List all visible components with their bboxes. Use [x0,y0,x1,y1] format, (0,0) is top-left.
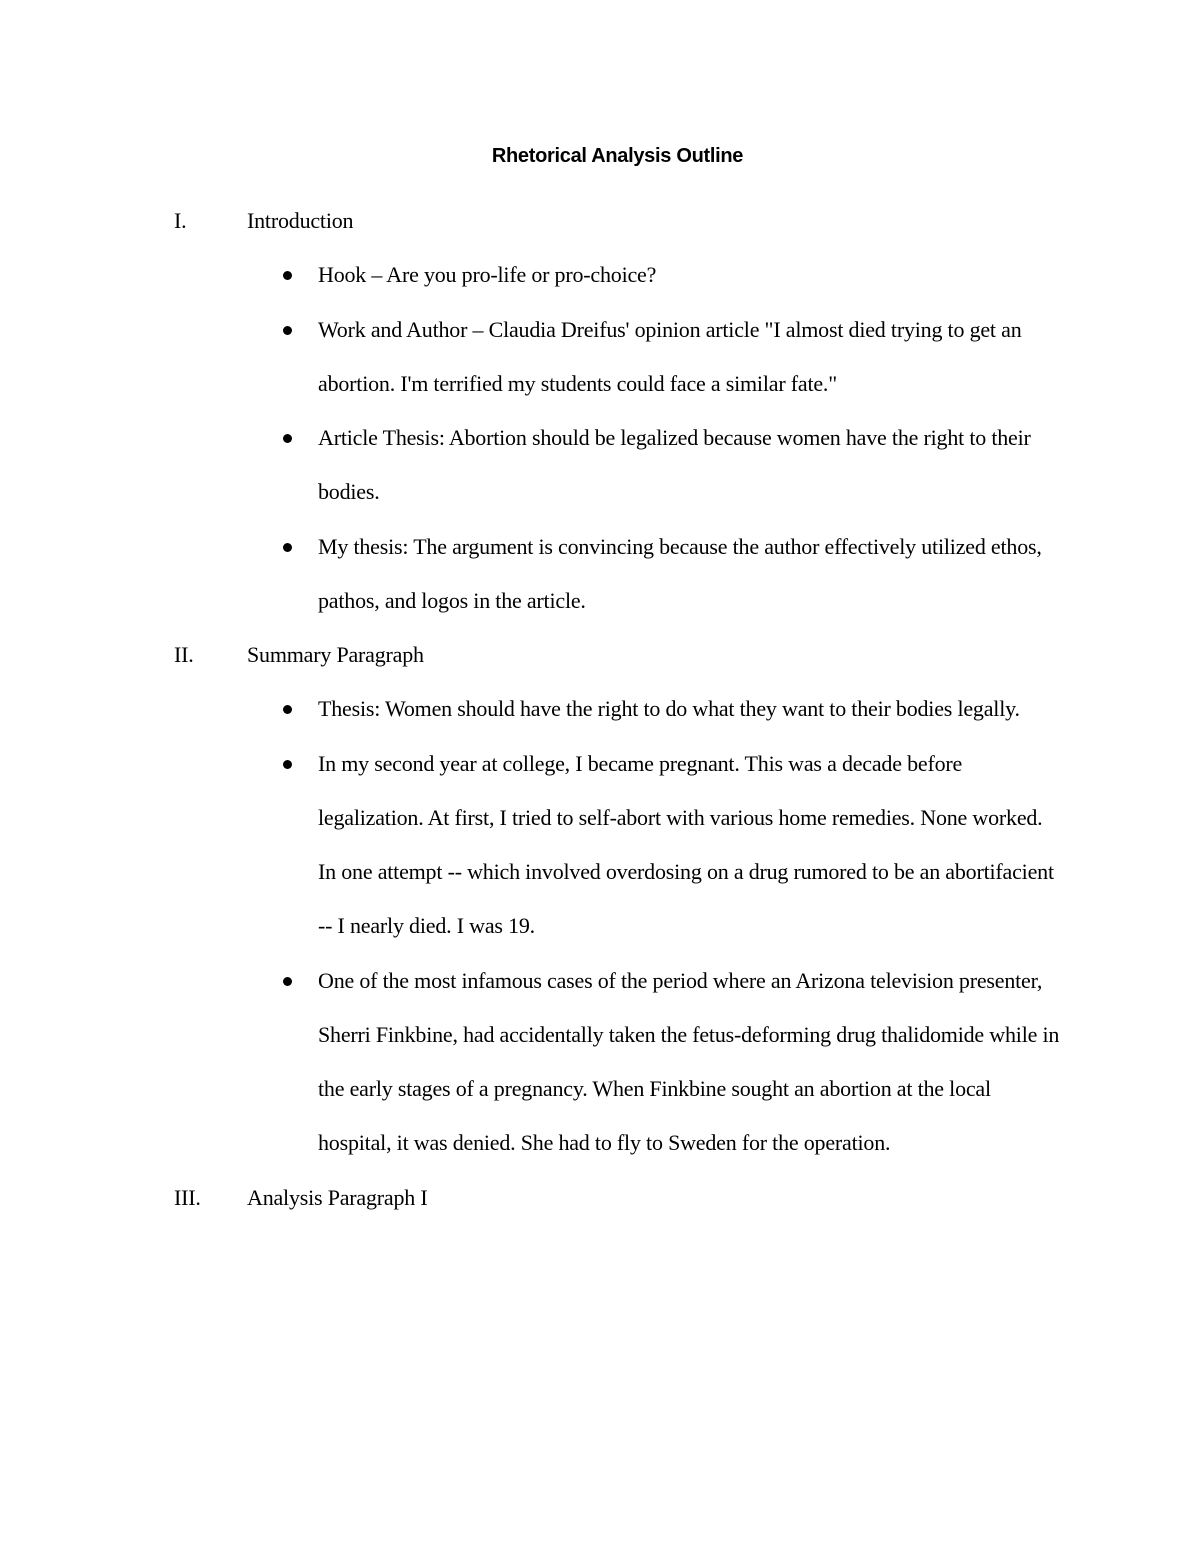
section-heading-row [0,1171,1200,1225]
bullet-icon [283,977,292,986]
list-item-text: Article Thesis: Abortion should be legalized because women have the right to their bodies. [318,425,1031,505]
list-item-text: Thesis: Women should have the right to do what they want to their bodies legally. [318,696,1020,722]
list-item-text: In my second year at college, I became pregnant. This was a decade before legalization. At first, I tried to self-abort with various home remedies. None worked. In one attempt -- which involved overdosing on a drug rumored to be an abortifacient -- I nearly died. I was 19. [318,750,1054,939]
list-item-text: My thesis: The argument is convincing because the author effectively utilized ethos, pathos, and logos in the article. [318,533,1042,613]
section-heading-row [0,194,1200,248]
bullet-icon [283,543,292,552]
bullet-icon [283,434,292,443]
outline [0,194,1200,1225]
list-item-text: One of the most infamous cases of the period where an Arizona television presenter, Sherri Finkbine, had accidentally taken the fetus-deforming drug thalidomide while in the early stages of a pregnancy. When Finkbine sought an abortion at the local hospital, it was denied. She had to fly to Sweden for the operation. [318,967,1060,1156]
section-numeral: III. [174,1184,201,1210]
section-numeral: II. [174,642,194,667]
section-heading: Introduction [247,208,354,233]
section-numeral: I. [174,208,187,233]
bullet-icon [283,271,292,280]
list-item [0,303,1063,412]
list-item [0,248,1063,302]
bullet-icon [283,326,292,335]
bullet-icon [283,705,292,714]
outline-section-introduction [0,194,1200,628]
outline-section-analysis [0,1171,1200,1225]
list-item [0,520,1063,629]
bullet-list [0,248,1200,628]
list-item [0,682,1063,736]
bullet-list [0,682,1200,1170]
document-title: Rhetorical Analysis Outline [491,145,744,167]
list-item-text: Hook – Are you pro-life or pro-choice? [318,262,657,288]
list-item [0,954,1063,1171]
bullet-icon [283,760,292,769]
list-item [0,411,1063,520]
section-heading: Summary Paragraph [247,642,424,667]
list-item-text: Work and Author – Claudia Dreifus' opinion article "I almost died trying to get an abortion. I'm terrified my students could face a similar fate." [318,316,1022,396]
list-item [0,737,1063,954]
section-heading-row [0,628,1200,682]
section-heading: Analysis Paragraph I [247,1184,428,1210]
outline-section-summary [0,628,1200,1171]
